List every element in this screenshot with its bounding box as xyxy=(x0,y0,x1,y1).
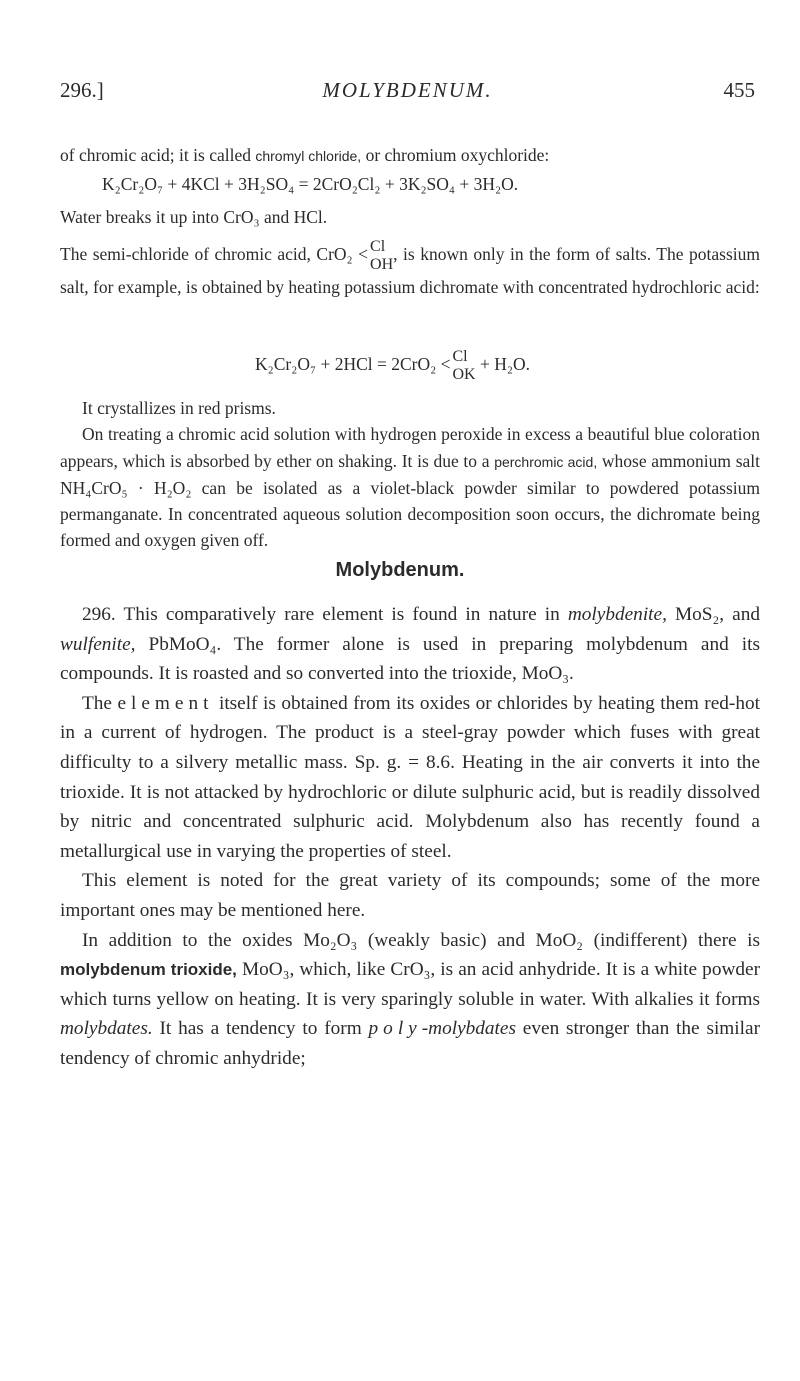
molybdenum-body: 296. This comparatively rare element is found in nature in molybdenite, MoS₂, and wulfenite, PbMoO₄. The former alone is used in preparing molybdenum and its compounds. It is roasted and so converted into the trioxide, MoO₃. The element itself is obtained from its oxides or chlorides by heating them red-hot in a current of hydrogen. The product is a steel-gray powder which fuses with great difficulty to a silvery metallic mass. Sp. g. = 8.6. Heating in the air converts it into the trioxide. It is not attacked by hydrochloric or dilute sulphuric acid, but is readily dissolved by nitric and concentrated sulphuric acid. Molybdenum also has recently found a metallurgical use in varying the properties of steel. This element is noted for the great variety of its compounds; some of the more important ones may be mentioned here. In addition to the oxides Mo₂O₃ (weakly basic) and MoO₂ (indifferent) there is molybdenum trioxide, MoO₃, which, like CrO₃, is an acid anhydride. It is a white powder which turns yellow on heating. It is very sparingly soluble in water. With alkalies it forms molybdates. It has a tendency to form poly-molybdates even stronger than the similar tendency of chromic anhydride; xyxy=(60,604,760,1069)
crystallizes-paragraph: It crystallizes in red prisms. On treating a chromic acid solution with hydrogen peroxide in excess a beautiful blue coloration appears, which is absorbed by ether on shaking. It is due to a perchromic acid, whose ammonium salt NH₄CrO₅ · H₂O₂ can be isolated as a violet-black powder similar to powdered potassium permanganate. In concentrated aqueous solution decomposition soon occurs, the dichromate being formed and oxygen given off. xyxy=(60,398,761,551)
spaced-term-poly: poly xyxy=(368,1018,422,1040)
section-number: 296.] xyxy=(60,78,104,102)
semi-chloride-paragraph: The semi-chloride of chromic acid, CrO₂ < Cl OH , is known only in the form of salts. The potassium salt, for example, is obtained by heating potassium dichromate with concentrated hydrochloric acid: xyxy=(60,238,760,297)
formula-branch: Cl OK xyxy=(452,348,476,383)
spaced-term-element: element xyxy=(117,692,214,714)
term-perchromic-acid: perchromic acid, xyxy=(494,453,598,470)
chromyl-chloride-paragraph: of chromic acid; it is called chromyl chloride, or chromium oxychloride: xyxy=(60,145,550,165)
section-heading: Molybdenum. xyxy=(335,559,465,581)
equation-chromyl-chloride: K₂Cr₂O₇ + 4KCl + 3H₂SO₄ = 2CrO₂Cl₂ + 3K₂SO₄ + 3H₂O. xyxy=(102,174,519,194)
term-molybdenum-trioxide: molybdenum trioxide, xyxy=(60,960,237,980)
term-chromyl-chloride: chromyl chloride, xyxy=(255,148,362,164)
water-sentence: Water breaks it up into CrO₃ and HCl. xyxy=(60,207,328,227)
running-title: MOLYBDENUM. xyxy=(322,78,493,102)
running-header xyxy=(60,78,755,108)
formula-branch: Cl OH xyxy=(370,238,394,273)
page-number: 455 xyxy=(723,78,755,102)
equation-potassium-salt: K₂Cr₂O₇ + 2HCl = 2CrO₂ < Cl OK + H₂O. xyxy=(255,348,530,383)
